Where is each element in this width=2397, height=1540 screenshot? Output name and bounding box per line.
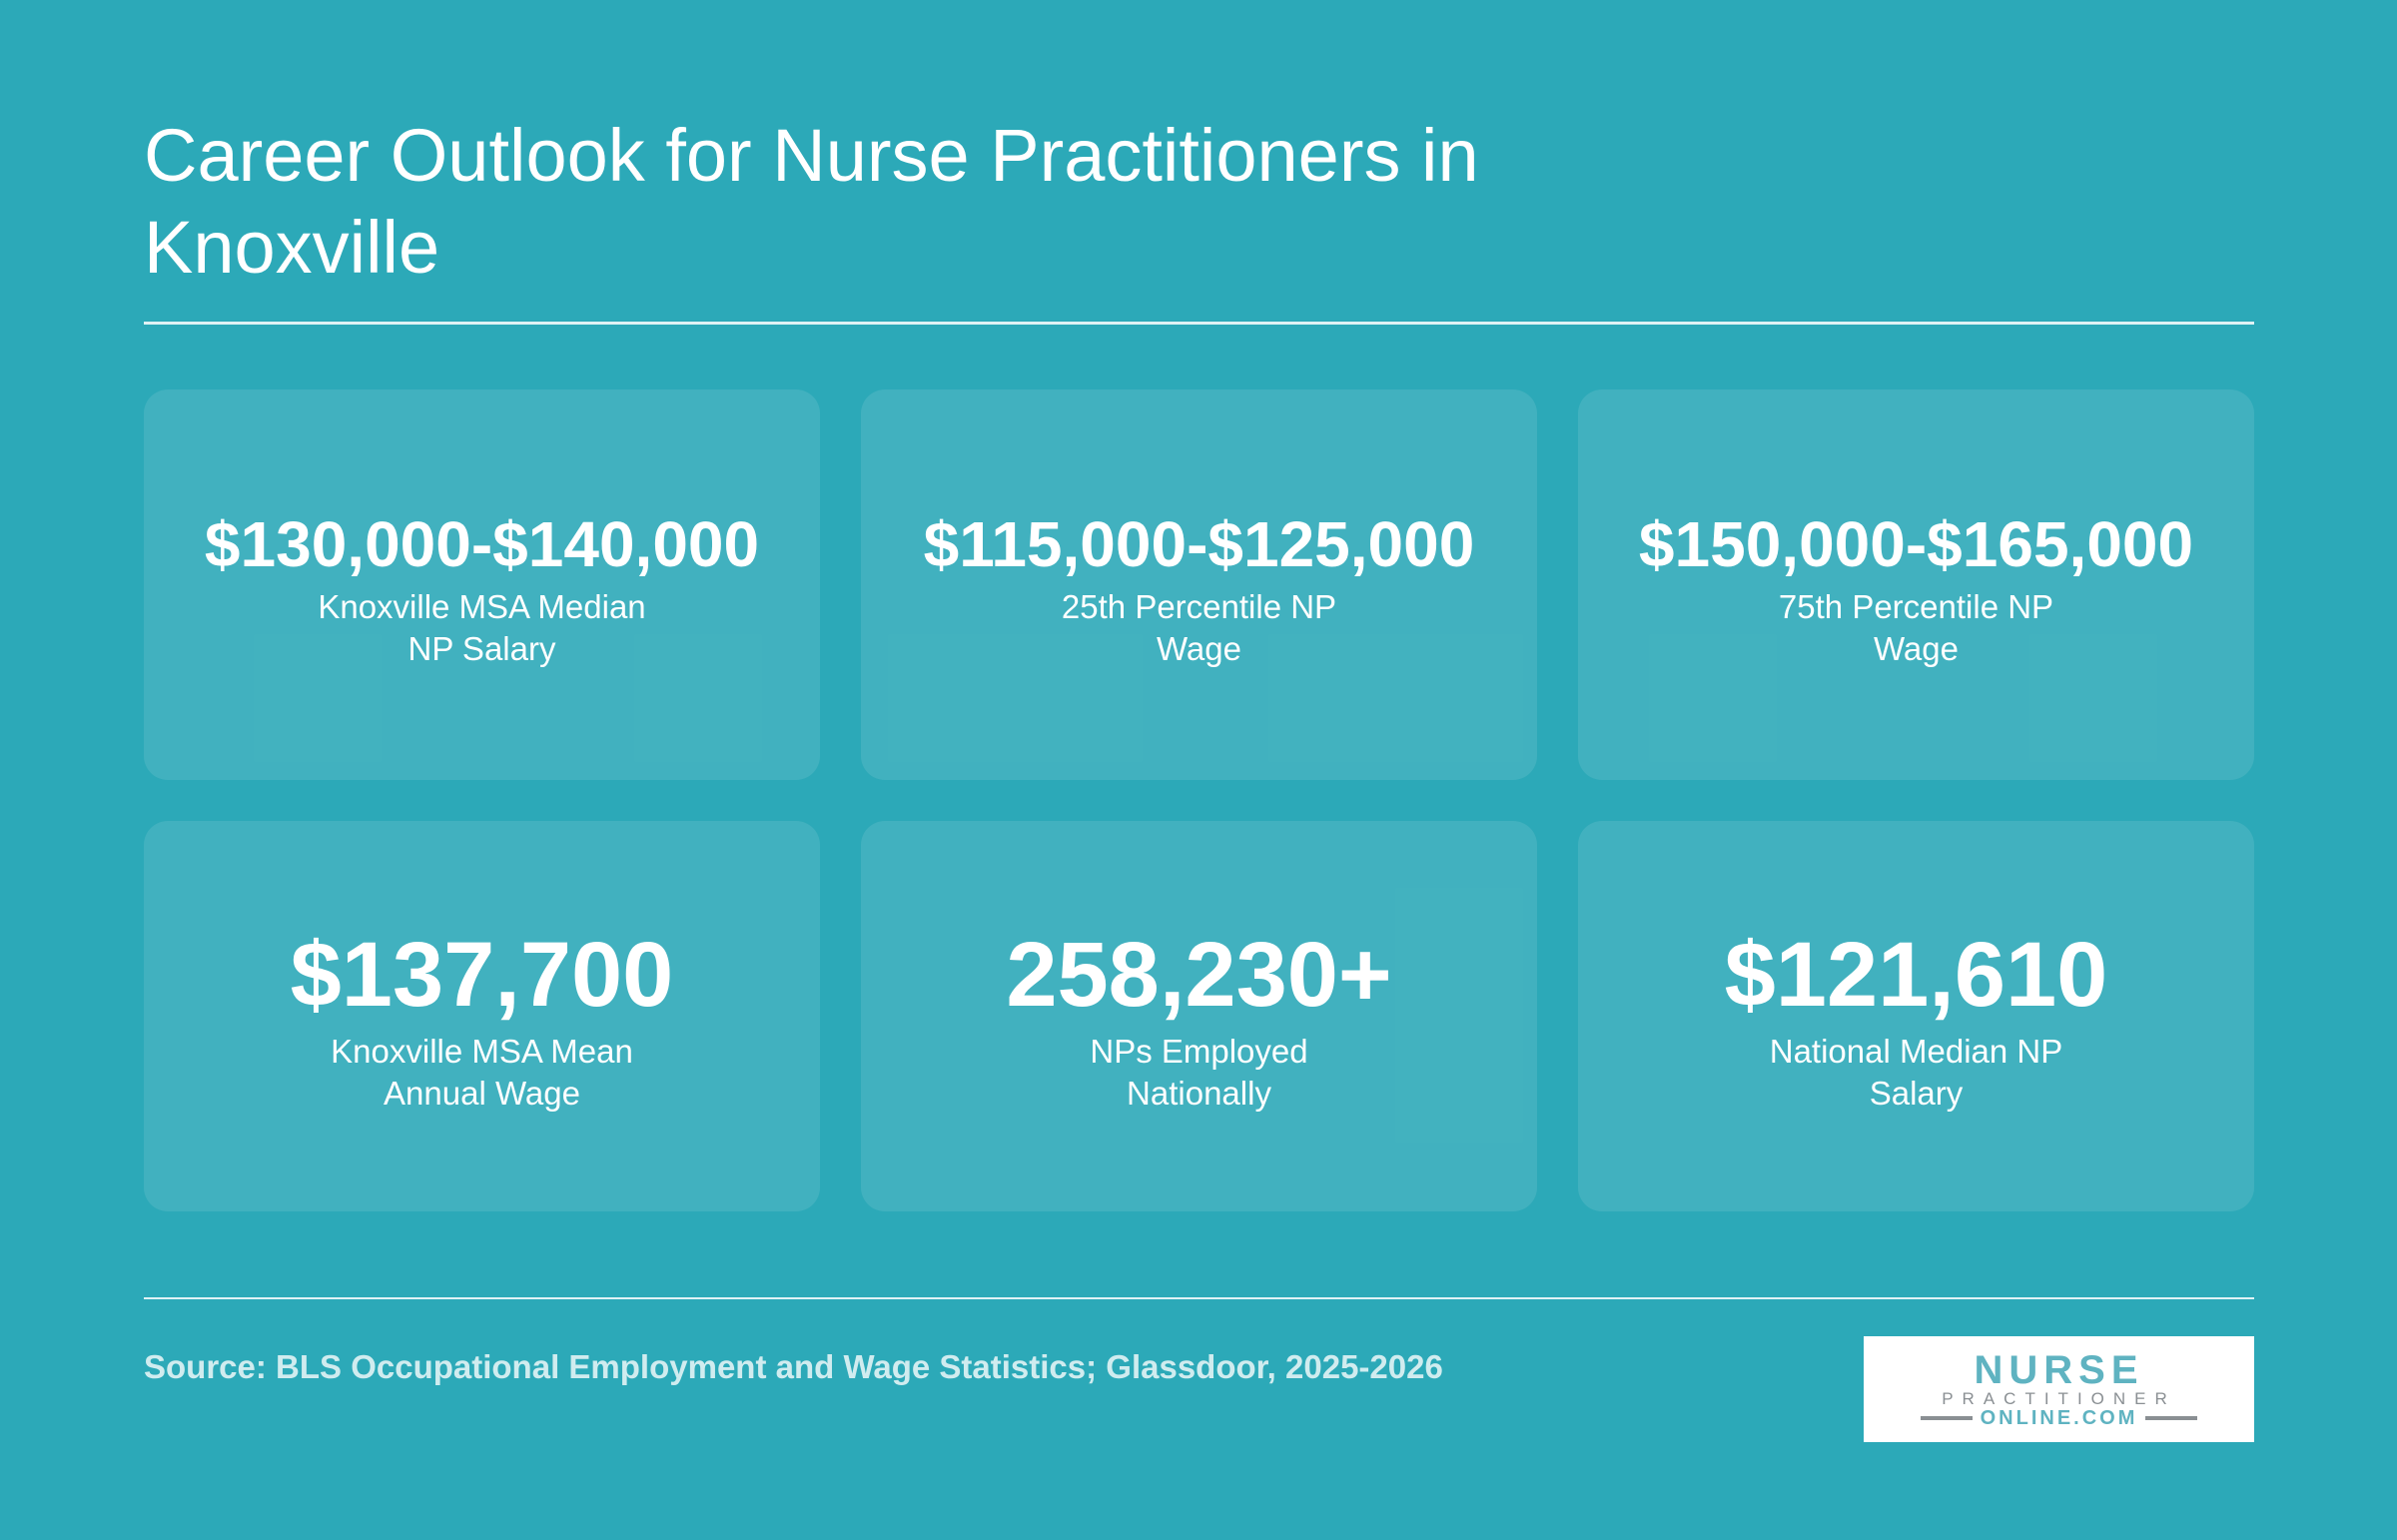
stat-label: National Median NP Salary xyxy=(1769,1032,2063,1112)
stat-card-national-median xyxy=(1578,821,2254,1211)
title-divider xyxy=(144,322,2254,325)
page-title: Career Outlook for Nurse Practitioners in Knoxville xyxy=(144,114,1479,289)
stat-value: 258,230+ xyxy=(1006,923,1392,1026)
logo-domain-row xyxy=(1921,1408,2198,1428)
stat-card-25th-percentile xyxy=(861,389,1537,780)
stat-card-nps-employed xyxy=(861,821,1537,1211)
logo-subline: PRACTITIONER xyxy=(1942,1389,2176,1408)
stat-card-75th-percentile xyxy=(1578,389,2254,780)
source-citation: Source: BLS Occupational Employment and Wage Statistics; Glassdoor, 2025-2026 xyxy=(144,1348,1443,1385)
stat-value: $130,000-$140,000 xyxy=(204,507,760,580)
logo-domain: ONLINE.COM xyxy=(1980,1407,2138,1429)
logo-wordmark: NURSE xyxy=(1974,1348,2144,1392)
stat-card-median-salary xyxy=(144,389,820,780)
stat-label: 25th Percentile NP Wage xyxy=(1061,587,1337,667)
stat-card-mean-wage xyxy=(144,821,820,1211)
stat-value: $137,700 xyxy=(290,923,674,1026)
stat-label: Knoxville MSA Mean Annual Wage xyxy=(331,1032,633,1112)
stat-value: $121,610 xyxy=(1724,923,2108,1026)
stat-label: 75th Percentile NP Wage xyxy=(1778,587,2054,667)
logo-rule-right xyxy=(2145,1416,2197,1420)
logo-rule-left xyxy=(1921,1416,1973,1420)
stat-value: $115,000-$125,000 xyxy=(923,507,1475,580)
footer-divider xyxy=(144,1297,2254,1299)
nursepractitioneronline-logo[interactable] xyxy=(1864,1336,2254,1442)
stat-label: Knoxville MSA Median NP Salary xyxy=(318,587,646,667)
stat-value: $150,000-$165,000 xyxy=(1638,507,2194,580)
stat-label: NPs Employed Nationally xyxy=(1090,1032,1308,1112)
